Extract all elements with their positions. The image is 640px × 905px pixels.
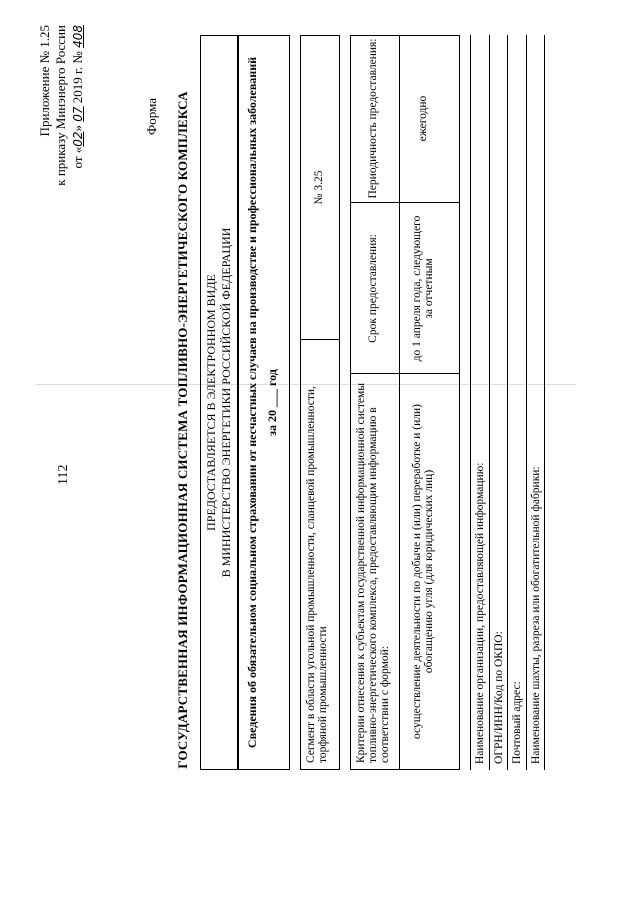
page-number: 112 <box>56 464 71 485</box>
address-field: Почтовый адрес: <box>508 35 527 770</box>
system-title: ГОСУДАРСТВЕННАЯ ИНФОРМАЦИОННАЯ СИСТЕМА ТОПЛИВНО-ЭНЕРГЕТИЧЕСКОГО КОМПЛЕКСА <box>175 91 190 769</box>
appendix-line-3 <box>70 25 86 205</box>
organization-section <box>470 35 546 770</box>
criteria-header-periodicity: Периодичность предоставления: <box>367 38 379 199</box>
form-label: Форма <box>144 98 159 135</box>
criteria-table <box>350 35 460 770</box>
provided-line-1: ПРЕДОСТАВЛЯЕТСЯ В ЭЛЕКТРОННОМ ВИДЕ <box>204 274 218 531</box>
order-number: 408 <box>70 25 85 48</box>
criteria-value-periodicity: ежегодно <box>417 95 429 142</box>
criteria-row-divider <box>399 36 400 769</box>
criteria-value-deadline: до 1 апреля года, следующего за отчетным <box>411 215 435 362</box>
appendix-header <box>37 25 86 205</box>
order-day: 02 <box>70 131 85 147</box>
order-year: 2019 г. № <box>69 51 85 104</box>
segment-box <box>300 35 340 770</box>
info-year: за 20 ___ год <box>265 369 279 436</box>
organization-name-field: Наименование организации, предоставляющей информацию: <box>471 35 490 770</box>
mine-name-field: Наименование шахты, разреза или обогатительной фабрики: <box>527 35 546 770</box>
info-box <box>238 35 290 770</box>
provided-box <box>200 35 238 770</box>
order-date-prefix: от « <box>69 146 85 169</box>
provided-line-2: В МИНИСТЕРСТВО ЭНЕРГЕТИКИ РОССИЙСКОЙ ФЕДЕРАЦИИ <box>219 227 233 578</box>
appendix-line-2: к приказу Минэнерго России <box>53 25 69 186</box>
order-month: 07 <box>70 106 85 122</box>
info-title: Сведения об обязательном социальном страховании от несчастных случаев на производстве и профессиональных заболеваний <box>245 56 259 749</box>
ogrn-field: ОГРН/ИНН/Код по ОКПО: <box>490 35 509 770</box>
criteria-header-deadline: Срок предоставления: <box>367 234 379 343</box>
segment-label: Сегмент в области угольной промышленности, сланцевой промышленности, торфяной промышленности <box>301 339 339 769</box>
criteria-header-criteria: Критерии отнесения к субъектам государственной информационной системы топливно-энергетического комплекса, предоставляющим информацию в соответствии с формой: <box>355 383 391 763</box>
criteria-value-criteria: осуществление деятельности по добыче и (или) переработке и (или) обогащению угля (для юридических лиц) <box>411 403 435 740</box>
segment-number: № 3.25 <box>313 170 325 205</box>
order-date-mid: » <box>69 124 85 132</box>
appendix-line-1: Приложение № 1.25 <box>37 25 52 137</box>
